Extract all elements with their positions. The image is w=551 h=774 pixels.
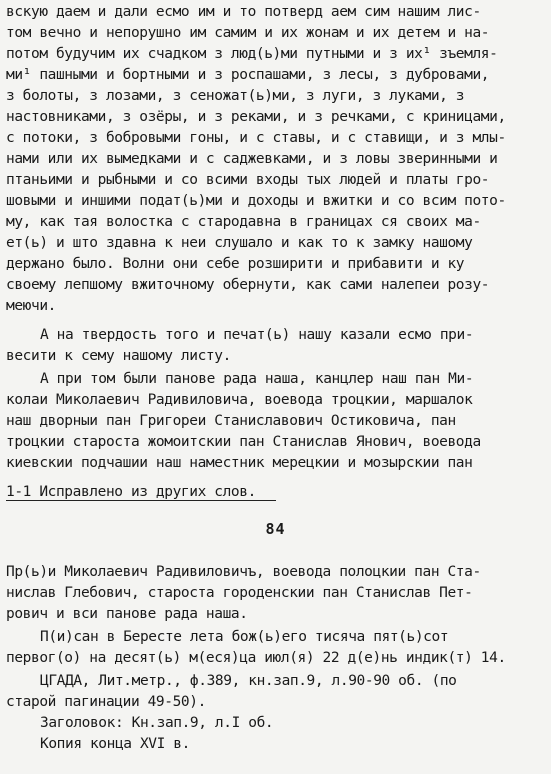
text-line: ет(ь) и што здавна к неи слушало и как то к замку нашому: [6, 235, 473, 251]
text-line: том вечно и непорушно им самим и их жонам и их детем и на-: [6, 25, 490, 41]
text-line: нислав Глебович, староста городенскии пан Станислав Пет-: [6, 585, 473, 601]
text-line: птаньими и рыбными и со всими входы тых людей и платы гро-: [6, 172, 490, 188]
footnote-text: 1-1 Исправлено из других слов.: [6, 484, 256, 500]
text-line: меючи.: [6, 298, 56, 314]
text-line: з болоты, з лозами, з сеножат(ь)ми, з луги, з луками, з: [6, 88, 465, 104]
text-line: шовыми и иншими подат(ь)ми и доходы и вжитки и со всим пото-: [6, 193, 506, 209]
text-line: первог(о) на десят(ь) м(еся)ца июл(я) 22 д(е)нь индик(т) 14.: [6, 650, 506, 666]
paragraph-seal: [6, 326, 546, 368]
text-line: колаи Миколаевич Радивиловича, воевода троцкии, маршалок: [6, 392, 473, 408]
dating-text: [6, 628, 546, 670]
reference-line: ЦГАДА, Лит.метр., ф.389, кн.зап.9, л.90-90 об. (по: [40, 673, 457, 689]
reference-line: старой пагинации 49-50).: [6, 694, 206, 710]
text-line: рович и вси панове рада наша.: [6, 606, 248, 622]
text-line: настовниками, з озёры, и з реками, и з речками, с криницами,: [6, 109, 506, 125]
text-line: А на твердость того и печат(ь) нашу казали есмо при-: [40, 327, 474, 343]
text-line: нами или их вымедками и с саджевками, и з ловы зверинными и: [6, 151, 498, 167]
text-line: Пр(ь)и Миколаевич Радивиловичъ, воевода полоцкии пан Ста-: [6, 564, 481, 580]
main-text: [6, 3, 546, 323]
page-number: 84: [265, 520, 286, 538]
paragraph-council: [6, 370, 546, 480]
text-line: с потоки, з бобровыми гоны, и с ставы, и с ставищи, и з млы-: [6, 130, 506, 146]
text-line: весити к сему нашому листу.: [6, 348, 231, 364]
archival-references: [6, 672, 546, 762]
text-line: ми¹ пашными и бортными и з роспашами, з лесы, з дубровами,: [6, 67, 490, 83]
text-line: П(и)сан в Бересте лета бож(ь)его тисяча пят(ь)сот: [40, 629, 449, 645]
continuation-text: [6, 563, 546, 627]
text-line: вскую даем и дали есмо им и то потверд аем сим нашим лис-: [6, 4, 481, 20]
text-line: потом будучим их счадком з люд(ь)ми путными и з их¹ зъемля-: [6, 46, 498, 62]
text-line: держано было. Волни они себе розширити и прибавити и ку: [6, 256, 465, 272]
text-line: наш дворныи пан Григореи Станиславович Остиковича, пан: [6, 413, 456, 429]
text-line: му, как тая волостка с стародавна в границах ся своих ма-: [6, 214, 481, 230]
reference-line: Копия конца XVI в.: [40, 736, 190, 752]
footnote: [6, 483, 546, 503]
reference-line: Заголовок: Кн.зап.9, л.I об.: [40, 715, 274, 731]
text-line: киевскии подчашии наш наместник мерецкии и мозырскии пан: [6, 455, 473, 471]
text-line: своему лепшому вжиточному обернути, как сами налепеи розу-: [6, 277, 490, 293]
text-line: А при том были панове рада наша, канцлер наш пан Ми-: [40, 371, 474, 387]
text-line: троцкии староста жомоитскии пан Станислав Янович, воевода: [6, 434, 481, 450]
